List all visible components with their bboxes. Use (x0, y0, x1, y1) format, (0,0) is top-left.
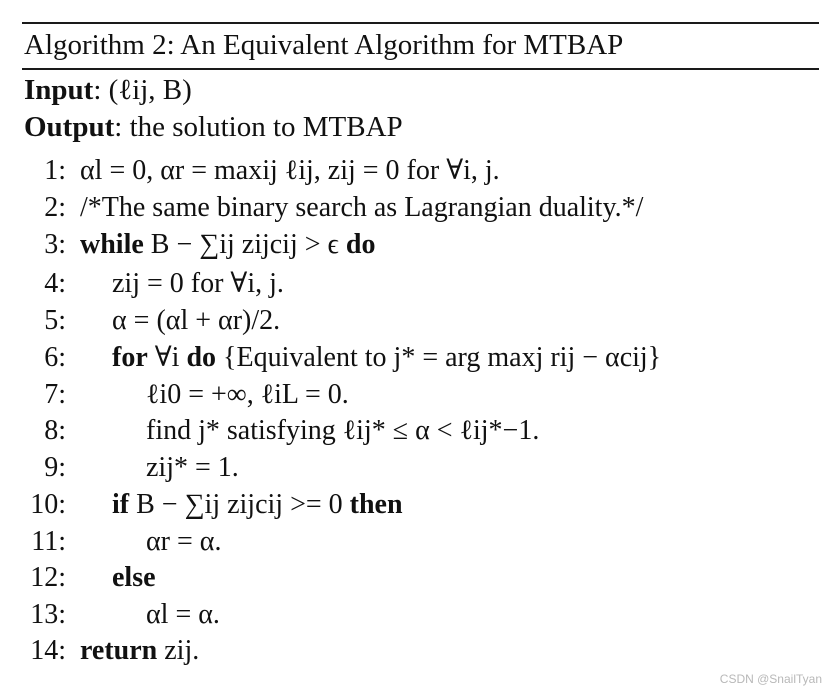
statement: αr = α. (146, 526, 222, 557)
algorithm-line (0, 153, 820, 189)
algorithm-line (0, 524, 820, 560)
keyword: return (80, 635, 158, 666)
line-code (80, 633, 199, 669)
watermark: CSDN @SnailTyan (719, 672, 822, 686)
input-label: Input (24, 74, 94, 106)
statement: find j* satisfying ℓij* ≤ α < ℓij*−1. (146, 415, 540, 446)
line-code (112, 266, 284, 302)
algorithm-line (0, 597, 820, 633)
keyword: else (112, 562, 156, 593)
algorithm-line (0, 303, 820, 339)
line-code (80, 153, 500, 189)
line-number: 4: (44, 268, 66, 299)
comment: {Equivalent to j* = arg maxj rij − αcij} (223, 342, 662, 373)
algorithm-line (0, 377, 820, 413)
keyword-end: do (345, 229, 376, 260)
line-number: 2: (44, 192, 66, 223)
line-number: 8: (44, 415, 66, 446)
statement: B − ∑ij zijcij >= 0 (136, 489, 343, 520)
keyword-end: do (186, 342, 217, 373)
line-number: 5: (44, 305, 66, 336)
algorithm-line (0, 560, 820, 596)
output-line (24, 109, 403, 145)
line-code (112, 487, 403, 523)
keyword: while (80, 229, 144, 260)
line-number: 1: (44, 155, 66, 186)
line-code (80, 190, 643, 226)
statement: α = (αl + αr)/2. (112, 305, 281, 336)
keyword-end: then (349, 489, 403, 520)
line-number: 14: (30, 635, 66, 666)
line-number: 9: (44, 452, 66, 483)
line-code (80, 227, 375, 263)
line-number: 6: (44, 342, 66, 373)
input-line (24, 72, 192, 108)
statement: B − ∑ij zijcij > ϵ (150, 229, 339, 260)
top-rule (22, 22, 819, 24)
statement: zij. (164, 635, 200, 666)
line-code (112, 560, 156, 596)
statement: /*The same binary search as Lagrangian duality.*/ (80, 192, 644, 223)
algorithm-line (0, 487, 820, 523)
line-code (112, 340, 661, 376)
algorithm-line (0, 340, 820, 376)
input-value: : (ℓij, B) (93, 74, 192, 106)
statement: zij* = 1. (146, 452, 239, 483)
statement: αl = 0, αr = maxij ℓij, zij = 0 for ∀i, j. (80, 155, 500, 186)
line-code (146, 597, 220, 633)
line-code (146, 413, 539, 449)
keyword: if (112, 489, 130, 520)
line-code (112, 303, 280, 339)
line-number: 11: (31, 526, 66, 557)
line-code (146, 377, 349, 413)
algorithm-title: Algorithm 2: An Equivalent Algorithm for MTBAP (24, 29, 624, 61)
statement: zij = 0 for ∀i, j. (112, 268, 284, 299)
line-number: 13: (30, 599, 66, 630)
statement: ∀i (154, 342, 180, 373)
line-number: 3: (44, 229, 66, 260)
statement: αl = α. (146, 599, 220, 630)
algorithm-line (0, 633, 820, 669)
line-code (146, 524, 221, 560)
algorithm-line (0, 190, 820, 226)
keyword: for (112, 342, 148, 373)
output-value: : the solution to MTBAP (114, 111, 403, 143)
algorithm-line (0, 266, 820, 302)
algorithm-line (0, 413, 820, 449)
line-code (146, 450, 239, 486)
line-number: 12: (30, 562, 66, 593)
statement: ℓi0 = +∞, ℓiL = 0. (146, 379, 349, 410)
output-label: Output (24, 111, 115, 143)
line-number: 7: (44, 379, 66, 410)
title-rule (22, 68, 819, 70)
algorithm-line (0, 450, 820, 486)
algorithm-line (0, 227, 820, 263)
line-number: 10: (30, 489, 66, 520)
